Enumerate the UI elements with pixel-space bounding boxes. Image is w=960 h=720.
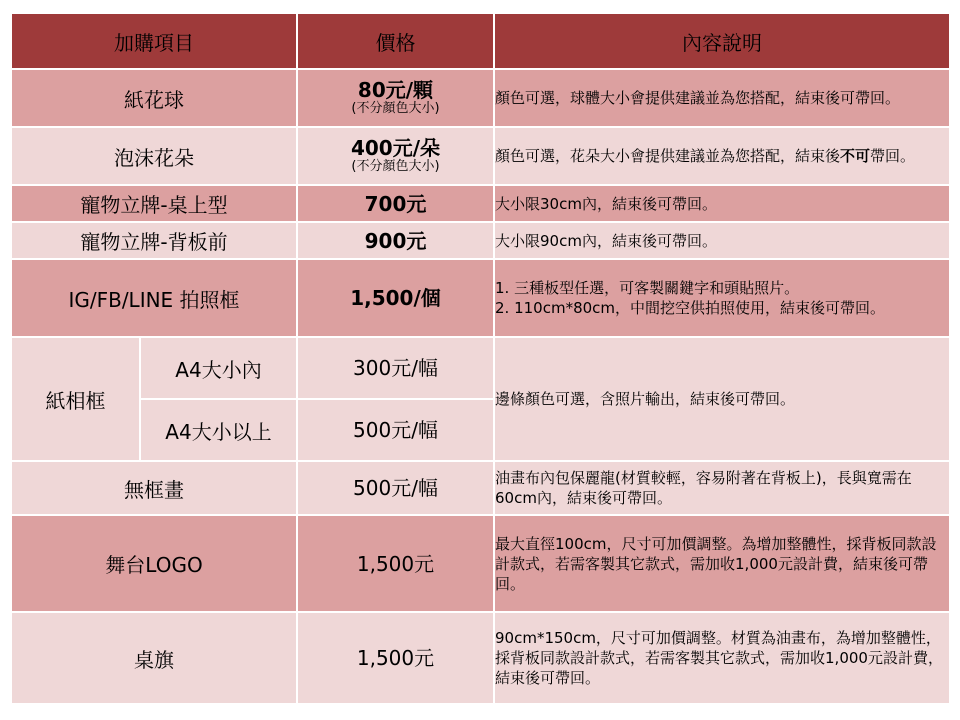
table-row: [11, 69, 950, 127]
description-line: 2. 110cm*80cm，中間挖空供拍照使用，結束後可帶回。: [495, 299, 886, 317]
price-value: 80元/顆: [357, 78, 434, 102]
table-row: [11, 461, 950, 515]
item-price: 300元/幅: [297, 337, 494, 399]
item-description: [494, 127, 950, 185]
item-price: [297, 127, 494, 185]
item-description: 90cm*150cm，尺寸可加價調整。材質為油畫布，為增加整體性，採背板同款設計款式，若需客製其它款式，需加收1,000元設計費，結束後可帶回。: [494, 612, 950, 704]
item-subtype: A4大小以上: [140, 399, 297, 461]
item-price: 1,500元: [297, 515, 494, 612]
header-description: 內容說明: [494, 13, 950, 69]
item-price: 1,500元: [297, 612, 494, 704]
item-description: 油畫布內包保麗龍(材質較輕，容易附著在背板上)，長與寬需在60cm內，結束後可帶回。: [494, 461, 950, 515]
description-text: 帶回。: [870, 147, 916, 165]
item-description: 大小限90cm內，結束後可帶回。: [494, 222, 950, 259]
item-name: 紙相框: [11, 337, 140, 461]
item-name: IG/FB/LINE 拍照框: [11, 259, 297, 337]
item-name: 無框畫: [11, 461, 297, 515]
item-description: 顏色可選，球體大小會提供建議並為您搭配，結束後可帶回。: [494, 69, 950, 127]
item-description: [494, 259, 950, 337]
item-description: 最大直徑100cm，尺寸可加價調整。為增加整體性，採背板同款設計款式，若需客製其它款式，需加收1,000元設計費，結束後可帶回。: [494, 515, 950, 612]
item-price: [297, 69, 494, 127]
header-item: 加購項目: [11, 13, 297, 69]
item-description: 大小限30cm內，結束後可帶回。: [494, 185, 950, 222]
table-row: [11, 185, 950, 222]
description-emphasis: 不可: [840, 147, 871, 165]
item-subtype: A4大小內: [140, 337, 297, 399]
description-text: 顏色可選，花朵大小會提供建議並為您搭配，結束後: [495, 147, 841, 165]
price-value: 400元/朵: [350, 136, 441, 160]
pricing-table: [10, 12, 951, 705]
table-row: [11, 222, 950, 259]
price-note: (不分顏色大小): [351, 101, 440, 116]
header-price: 價格: [297, 13, 494, 69]
item-price: 900元: [297, 222, 494, 259]
table-row: [11, 515, 950, 612]
item-description: 邊條顏色可選，含照片輸出，結束後可帶回。: [494, 337, 950, 461]
table-row: [11, 127, 950, 185]
table-row: [11, 337, 950, 399]
item-name: 舞台LOGO: [11, 515, 297, 612]
item-price: 500元/幅: [297, 461, 494, 515]
item-price: 1,500/個: [297, 259, 494, 337]
table-row: [11, 259, 950, 337]
item-name: 寵物立牌-桌上型: [11, 185, 297, 222]
table-row: [11, 612, 950, 704]
price-note: (不分顏色大小): [351, 159, 440, 174]
table-header-row: [11, 13, 950, 69]
item-name: 桌旗: [11, 612, 297, 704]
item-name: 紙花球: [11, 69, 297, 127]
item-name: 泡沫花朵: [11, 127, 297, 185]
item-price: 700元: [297, 185, 494, 222]
item-price: 500元/幅: [297, 399, 494, 461]
description-line: 1. 三種板型任選，可客製關鍵字和頭貼照片。: [495, 279, 800, 297]
item-name: 寵物立牌-背板前: [11, 222, 297, 259]
